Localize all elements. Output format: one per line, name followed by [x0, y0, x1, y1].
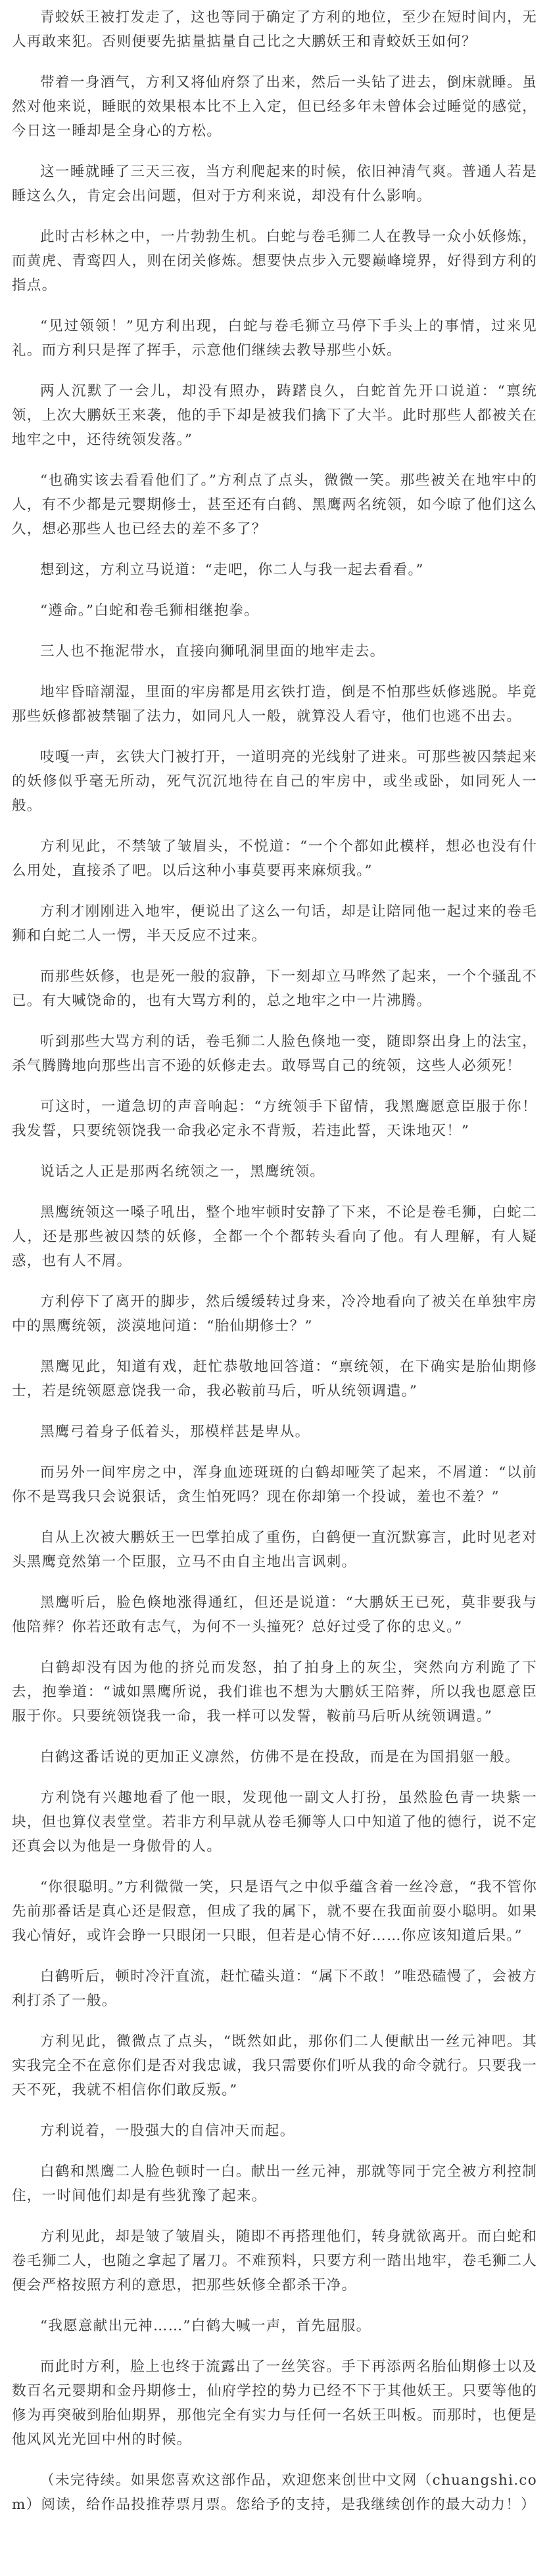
paragraph: 方利饶有兴趣地看了他一眼，发现他一副文人打扮，虽然脸色青一块紫一块，但也算仪表堂堂。若非方利早就从卷毛狮等人口中知道了他的德行，说不定还真会以为他是一身傲骨的人。 [12, 1790, 537, 1855]
paragraph: 而此时方利，脸上也终于流露出了一丝笑容。手下再添两名胎仙期修士以及数百名元婴期和金丹期修士，仙府学控的势力已经不下于其他妖王。只要等他的修为再突破到胎仙期界，那他完全有实力与任何一名妖王叫板。而那时，也便是他风风光光回中州的时候。 [12, 2359, 537, 2448]
paragraph: 这一睡就睡了三天三夜，当方利爬起来的时候，依旧神清气爽。普通人若是睡这么久，肯定会出问题，但对于方利来说，却没有什么影响。 [12, 164, 537, 204]
paragraph: 说话之人正是那两名统领之一，黑鹰统领。 [40, 1164, 325, 1180]
paragraph: 听到那些大骂方利的话，卷毛狮二人脸色倏地一变，随即祭出身上的法宝，杀气腾腾地向那些出言不逊的妖修走去。敢辱骂自己的统领，这些人必须死！ [12, 1033, 537, 1074]
paragraph: 而那些妖修，也是死一般的寂静，下一刻却立马哗然了起来，一个个骚乱不已。有大喊饶命的，也有大骂方利的，总之地牢之中一片沸腾。 [12, 968, 537, 1009]
paragraph: 而另外一间牢房之中，浑身血迹斑斑的白鹤却哑笑了起来，不屑道：“以前你不是骂我只会说狠话，贪生怕死吗？现在你却第一个投诚，羞也不羞？” [12, 1464, 537, 1505]
paragraph: 可这时，一道急切的声音响起：“方统领手下留情，我黑鹰愿意臣服于你！我发誓，只要统领饶我一命我必定永不背叛，若违此誓，天诛地灭！” [12, 1098, 537, 1139]
paragraph: 三人也不拖泥带水，直接向狮吼洞里面的地牢走去。 [40, 643, 385, 660]
paragraph: 方利停下了离开的脚步，然后缓缓转过身来，冷冷地看向了被关在单独牢房中的黑鹰统领，淡漠地问道：“胎仙期修士？” [12, 1294, 537, 1334]
paragraph: 带着一身酒气，方利又将仙府祭了出来，然后一头钻了进去，倒床就睡。虽然对他来说，睡眠的效果根本比不上入定，但已经多年未曾体会过睡觉的感觉，今日这一睡却是全身心的方松。 [12, 74, 537, 139]
paragraph: 方利见此，不禁皱了皱眉头，不悦道：“一个个都如此模样，想必也没有什么用处，直接杀了吧。以后这种小事莫要再来麻烦我。” [12, 838, 537, 879]
paragraph: 吱嘎一声，玄铁大门被打开，一道明亮的光线射了进来。可那些被囚禁起来的妖修似乎毫无所动，死气沉沉地待在自己的牢房中，或坐或卧，如同死人一般。 [12, 749, 537, 814]
paragraph: 地牢昏暗潮湿，里面的牢房都是用玄铁打造，倒是不怕那些妖修逃脱。毕竟那些妖修都被禁锢了法力，如同凡人一般，就算没人看守，他们也逃不出去。 [12, 684, 537, 725]
paragraph: 此时古杉林之中，一片勃勃生机。白蛇与卷毛狮二人在教导一众小妖修炼，而黄虎、青鸾四人，则在闭关修炼。想要快点步入元婴巅峰境界，好得到方利的指点。 [12, 229, 537, 294]
paragraph: “我愿意献出元神……”白鹤大喊一声，首先屈服。 [40, 2318, 371, 2334]
paragraph: 青蛟妖王被打发走了，这也等同于确定了方利的地位，至少在短时间内，无人再敢来犯。否则便要先掂量掂量自己比之大鹏妖王和青蛟妖王如何？ [12, 9, 537, 50]
paragraph: 黑鹰听后，脸色倏地涨得通红，但还是说道：“大鹏妖王已死，莫非要我与他陪葬？你若还敢有志气，为何不一头撞死？总好过受了你的忠义。” [12, 1594, 537, 1635]
paragraph: “遵命。”白蛇和卷毛狮相继抱拳。 [40, 602, 260, 619]
paragraph: 两人沉默了一会儿，却没有照办，踌躇良久，白蛇首先开口说道：“禀统领，上次大鹏妖王来袭，他的手下却是被我们擒下了大半。此时那些人都被关在地牢之中，还待统领发落。” [12, 383, 537, 448]
paragraph: 黑鹰弓着身子低着头，那模样甚是卑从。 [40, 1424, 310, 1440]
paragraph: “见过领领！”见方利出现，白蛇与卷毛狮立马停下手头上的事情，过来见礼。而方利只是挥了挥手，示意他们继续去教导那些小妖。 [12, 318, 537, 359]
paragraph: “你很聪明。”方利微微一笑，只是语气之中似乎蕴含着一丝冷意，“我不管你先前那番话是真心还是假意，但成了我的属下，就不要在我面前耍小聪明。如果我心情好，或许会睁一只眼闭一只眼，但若是心情不好……你应该知道后果。” [12, 1879, 537, 1944]
author-note: （未完待续。如果您喜欢这部作品，欢迎您来创世中文网（chuangshi.com）阅读，给作品投推荐票月票。您给予的支持，是我继续创作的最大动力！） [12, 2472, 537, 2513]
paragraph: 黑鹰统领这一嗓子吼出，整个地牢顿时安静了下来，不论是卷毛狮，白蛇二人，还是那些被囚禁的妖修，全都一个个都转头看向了他。有人理解，有人疑惑，也有人不屑。 [12, 1204, 537, 1269]
paragraph: 方利见此，微微点了点头，“既然如此，那你们二人便献出一丝元神吧。其实我完全不在意你们是否对我忠诚，我只需要你们听从我的命令就行。只要我一天不死，我就不相信你们敢反叛。” [12, 2033, 537, 2098]
paragraph: 黑鹰见此，知道有戏，赶忙恭敬地回答道：“禀统领，在下确实是胎仙期修士，若是统领愿意饶我一命，我必鞍前马后，听从统领调遣。” [12, 1359, 537, 1399]
paragraph: 方利说着，一股强大的自信冲天而起。 [40, 2123, 295, 2139]
paragraph: 自从上次被大鹏妖王一巴掌拍成了重伤，白鹤便一直沉默寡言，此时见老对头黑鹰竟然第一个臣服，立马不由自主地出言讽刺。 [12, 1529, 537, 1570]
paragraph: 白鹤听后，顿时冷汗直流，赶忙磕头道：“属下不敢！”唯恐磕慢了，会被方利打杀了一般。 [12, 1968, 537, 2009]
paragraph: 白鹤这番话说的更加正义凛然，仿佛不是在投敌，而是在为国捐躯一般。 [40, 1749, 520, 1765]
paragraph: 方利见此，却是皱了皱眉头，随即不再搭理他们，转身就欲离开。而白蛇和卷毛狮二人，也随之拿起了屠刀。不难预料，只要方利一踏出地牢，卷毛狮二人便会严格按照方利的意思，把那些妖修全都杀干净。 [12, 2228, 537, 2294]
paragraph: 想到这，方利立马说道：“走吧，你二人与我一起去看看。” [40, 562, 424, 578]
paragraph: 白鹤却没有因为他的挤兑而发怒，拍了拍身上的灰尘，突然向方利跪了下去，抱拳道：“诚如黑鹰所说，我们谁也不想为大鹏妖王陪葬，所以我也愿意臣服于你。只要统领饶我一命，我一样可以发誓，鞍前马后听从统领调遣。” [12, 1660, 537, 1725]
paragraph: 白鹤和黑鹰二人脸色顿时一白。献出一丝元神，那就等同于完全被方利控制住，一时间他们却是有些犹豫了起来。 [12, 2163, 537, 2204]
paragraph: 方利才刚刚进入地牢，便说出了这么一句话，却是让陪同他一起过来的卷毛狮和白蛇二人一愣，半天反应不过来。 [12, 903, 537, 944]
paragraph: “也确实该去看看他们了。”方利点了点头，微微一笑。那些被关在地牢中的人，有不少都是元婴期修士，甚至还有白鹤、黑鹰两名统领，如今晾了他们这么久，想必那些人也已经去的差不多了？ [12, 472, 537, 537]
